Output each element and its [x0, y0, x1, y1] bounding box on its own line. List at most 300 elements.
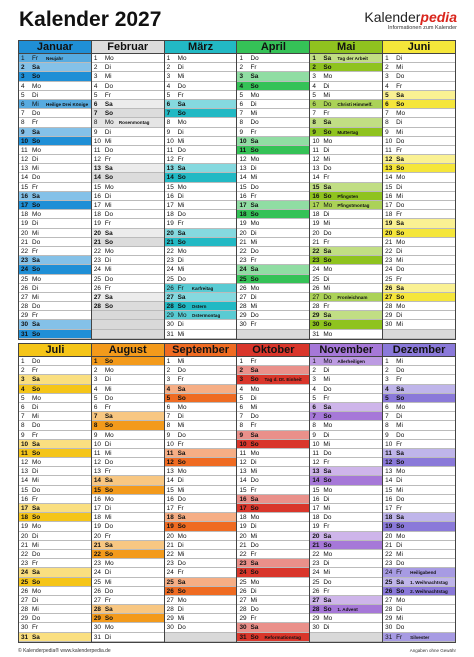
day-row[interactable]: [310, 192, 382, 201]
day-row[interactable]: [237, 440, 309, 449]
day-row[interactable]: [92, 137, 164, 146]
day-row[interactable]: [92, 633, 164, 642]
day-row[interactable]: [165, 440, 237, 449]
day-row[interactable]: [310, 357, 382, 366]
day-row[interactable]: [237, 275, 309, 284]
day-row[interactable]: [92, 596, 164, 605]
day-row[interactable]: [310, 449, 382, 458]
day-row[interactable]: [92, 109, 164, 118]
day-row[interactable]: [19, 284, 91, 293]
month-header[interactable]: Juni: [382, 40, 456, 54]
day-row[interactable]: [310, 54, 382, 63]
day-row[interactable]: [19, 118, 91, 127]
day-row[interactable]: [19, 541, 91, 550]
day-row[interactable]: [165, 82, 237, 91]
day-row[interactable]: [383, 72, 455, 81]
day-row[interactable]: [19, 596, 91, 605]
day-row[interactable]: [92, 357, 164, 366]
day-row[interactable]: [92, 100, 164, 109]
day-row[interactable]: [310, 210, 382, 219]
day-row[interactable]: [310, 559, 382, 568]
day-row[interactable]: [237, 238, 309, 247]
day-row[interactable]: [383, 366, 455, 375]
day-row[interactable]: [92, 578, 164, 587]
day-row[interactable]: [237, 137, 309, 146]
day-row[interactable]: [19, 100, 91, 109]
month-header[interactable]: August: [91, 343, 164, 357]
day-row[interactable]: [165, 137, 237, 146]
day-row[interactable]: [237, 201, 309, 210]
day-row[interactable]: [165, 532, 237, 541]
day-row[interactable]: [237, 155, 309, 164]
day-row[interactable]: [383, 412, 455, 421]
day-row[interactable]: [19, 532, 91, 541]
day-row[interactable]: [310, 109, 382, 118]
day-row[interactable]: [19, 467, 91, 476]
day-row[interactable]: [310, 578, 382, 587]
day-row[interactable]: [19, 320, 91, 329]
day-row[interactable]: [383, 109, 455, 118]
day-row[interactable]: [92, 458, 164, 467]
day-row[interactable]: [92, 504, 164, 513]
day-row[interactable]: [165, 541, 237, 550]
day-row[interactable]: [165, 192, 237, 201]
day-row[interactable]: [19, 137, 91, 146]
day-row[interactable]: [92, 192, 164, 201]
day-row[interactable]: [383, 293, 455, 302]
day-row[interactable]: [19, 623, 91, 632]
day-row[interactable]: [92, 275, 164, 284]
day-row[interactable]: [310, 532, 382, 541]
day-row[interactable]: [92, 238, 164, 247]
day-row[interactable]: [19, 486, 91, 495]
day-row[interactable]: [165, 504, 237, 513]
day-row[interactable]: [19, 522, 91, 531]
day-row[interactable]: [237, 541, 309, 550]
day-row[interactable]: [237, 173, 309, 182]
day-row[interactable]: [165, 63, 237, 72]
day-row[interactable]: [165, 128, 237, 137]
day-row[interactable]: [19, 109, 91, 118]
day-row[interactable]: [237, 596, 309, 605]
day-row[interactable]: [383, 63, 455, 72]
day-row[interactable]: [19, 559, 91, 568]
day-row[interactable]: [92, 146, 164, 155]
day-row[interactable]: [92, 476, 164, 485]
day-row[interactable]: [310, 403, 382, 412]
day-row[interactable]: [92, 587, 164, 596]
day-row[interactable]: [310, 623, 382, 632]
day-row[interactable]: [310, 421, 382, 430]
day-row[interactable]: [19, 476, 91, 485]
day-row[interactable]: [92, 375, 164, 384]
day-row[interactable]: [310, 275, 382, 284]
day-row[interactable]: [383, 201, 455, 210]
day-row[interactable]: [310, 476, 382, 485]
day-row[interactable]: [383, 357, 455, 366]
day-row[interactable]: [237, 192, 309, 201]
month-header[interactable]: Februar: [91, 40, 164, 54]
day-row[interactable]: [165, 201, 237, 210]
day-row[interactable]: [165, 118, 237, 127]
day-row[interactable]: [383, 192, 455, 201]
day-row[interactable]: [310, 320, 382, 329]
day-row[interactable]: [92, 366, 164, 375]
day-row[interactable]: [237, 183, 309, 192]
day-row[interactable]: [310, 118, 382, 127]
day-row[interactable]: [92, 614, 164, 623]
day-row[interactable]: [383, 596, 455, 605]
day-row[interactable]: [19, 82, 91, 91]
day-row[interactable]: [92, 568, 164, 577]
day-row[interactable]: [92, 449, 164, 458]
day-row[interactable]: [383, 578, 455, 587]
day-row[interactable]: [310, 128, 382, 137]
day-row[interactable]: [19, 275, 91, 284]
day-row[interactable]: [383, 146, 455, 155]
day-row[interactable]: [19, 504, 91, 513]
day-row[interactable]: [19, 201, 91, 210]
day-row[interactable]: [19, 54, 91, 63]
day-row[interactable]: [165, 311, 237, 320]
day-row[interactable]: [237, 476, 309, 485]
day-row[interactable]: [237, 320, 309, 329]
day-row[interactable]: [92, 302, 164, 311]
day-row[interactable]: [92, 229, 164, 238]
day-row[interactable]: [310, 440, 382, 449]
day-row[interactable]: [92, 293, 164, 302]
day-row[interactable]: [383, 375, 455, 384]
day-row[interactable]: [19, 256, 91, 265]
day-row[interactable]: [237, 467, 309, 476]
month-header[interactable]: November: [309, 343, 382, 357]
day-row[interactable]: [165, 293, 237, 302]
day-row[interactable]: [165, 183, 237, 192]
day-row[interactable]: [310, 72, 382, 81]
day-row[interactable]: [310, 247, 382, 256]
day-row[interactable]: [310, 412, 382, 421]
day-row[interactable]: [165, 394, 237, 403]
day-row[interactable]: [165, 449, 237, 458]
day-row[interactable]: [237, 431, 309, 440]
day-row[interactable]: [383, 467, 455, 476]
day-row[interactable]: [92, 532, 164, 541]
day-row[interactable]: [19, 128, 91, 137]
day-row[interactable]: [383, 559, 455, 568]
day-row[interactable]: [165, 431, 237, 440]
day-row[interactable]: [383, 238, 455, 247]
day-row[interactable]: [19, 265, 91, 274]
day-row[interactable]: [237, 219, 309, 228]
day-row[interactable]: [237, 109, 309, 118]
day-row[interactable]: [310, 164, 382, 173]
day-row[interactable]: [19, 238, 91, 247]
day-row[interactable]: [383, 633, 455, 642]
day-row[interactable]: [237, 605, 309, 614]
day-row[interactable]: [237, 522, 309, 531]
day-row[interactable]: [19, 614, 91, 623]
day-row[interactable]: [19, 421, 91, 430]
day-row[interactable]: [19, 385, 91, 394]
day-row[interactable]: [19, 330, 91, 339]
day-row[interactable]: [165, 578, 237, 587]
day-row[interactable]: [165, 486, 237, 495]
day-row[interactable]: [92, 265, 164, 274]
day-row[interactable]: [92, 559, 164, 568]
day-row[interactable]: [165, 54, 237, 63]
day-row[interactable]: [19, 164, 91, 173]
day-row[interactable]: [92, 403, 164, 412]
day-row[interactable]: [383, 311, 455, 320]
day-row[interactable]: [310, 311, 382, 320]
day-row[interactable]: [383, 421, 455, 430]
day-row[interactable]: [383, 440, 455, 449]
day-row[interactable]: [237, 578, 309, 587]
day-row[interactable]: [165, 72, 237, 81]
day-row[interactable]: [383, 394, 455, 403]
day-row[interactable]: [92, 164, 164, 173]
day-row[interactable]: [165, 173, 237, 182]
day-row[interactable]: [310, 265, 382, 274]
day-row[interactable]: [165, 229, 237, 238]
day-row[interactable]: [165, 513, 237, 522]
day-row[interactable]: [19, 219, 91, 228]
day-row[interactable]: [165, 559, 237, 568]
day-row[interactable]: [19, 578, 91, 587]
day-row[interactable]: [237, 623, 309, 632]
day-row[interactable]: [19, 513, 91, 522]
day-row[interactable]: [383, 82, 455, 91]
day-row[interactable]: [92, 210, 164, 219]
day-row[interactable]: [310, 486, 382, 495]
day-row[interactable]: [165, 605, 237, 614]
day-row[interactable]: [310, 155, 382, 164]
day-row[interactable]: [237, 210, 309, 219]
day-row[interactable]: [19, 302, 91, 311]
day-row[interactable]: [92, 550, 164, 559]
day-row[interactable]: [310, 431, 382, 440]
day-row[interactable]: [237, 366, 309, 375]
day-row[interactable]: [92, 495, 164, 504]
day-row[interactable]: [165, 568, 237, 577]
day-row[interactable]: [383, 403, 455, 412]
day-row[interactable]: [310, 614, 382, 623]
day-row[interactable]: [310, 587, 382, 596]
day-row[interactable]: [19, 568, 91, 577]
day-row[interactable]: [165, 210, 237, 219]
day-row[interactable]: [383, 284, 455, 293]
day-row[interactable]: [237, 385, 309, 394]
month-header[interactable]: Juli: [18, 343, 91, 357]
day-row[interactable]: [165, 238, 237, 247]
day-row[interactable]: [92, 522, 164, 531]
day-row[interactable]: [92, 385, 164, 394]
day-row[interactable]: [165, 587, 237, 596]
day-row[interactable]: [310, 366, 382, 375]
day-row[interactable]: [383, 128, 455, 137]
day-row[interactable]: [165, 375, 237, 384]
day-row[interactable]: [92, 486, 164, 495]
day-row[interactable]: [19, 366, 91, 375]
day-row[interactable]: [310, 201, 382, 210]
day-row[interactable]: [165, 146, 237, 155]
month-header[interactable]: September: [164, 343, 237, 357]
day-row[interactable]: [310, 238, 382, 247]
day-row[interactable]: [383, 476, 455, 485]
day-row[interactable]: [19, 192, 91, 201]
day-row[interactable]: [383, 54, 455, 63]
day-row[interactable]: [310, 219, 382, 228]
day-row[interactable]: [310, 256, 382, 265]
day-row[interactable]: [92, 421, 164, 430]
day-row[interactable]: [310, 63, 382, 72]
day-row[interactable]: [310, 550, 382, 559]
day-row[interactable]: [310, 394, 382, 403]
day-row[interactable]: [383, 541, 455, 550]
day-row[interactable]: [383, 91, 455, 100]
day-row[interactable]: [383, 623, 455, 632]
day-row[interactable]: [19, 72, 91, 81]
day-row[interactable]: [237, 513, 309, 522]
day-row[interactable]: [310, 458, 382, 467]
day-row[interactable]: [383, 431, 455, 440]
day-row[interactable]: [165, 109, 237, 118]
day-row[interactable]: [165, 412, 237, 421]
day-row[interactable]: [92, 118, 164, 127]
day-row[interactable]: [237, 265, 309, 274]
day-row[interactable]: [383, 532, 455, 541]
day-row[interactable]: [310, 91, 382, 100]
day-row[interactable]: [237, 72, 309, 81]
day-row[interactable]: [310, 513, 382, 522]
day-row[interactable]: [165, 302, 237, 311]
day-row[interactable]: [237, 587, 309, 596]
day-row[interactable]: [19, 605, 91, 614]
day-row[interactable]: [310, 302, 382, 311]
day-row[interactable]: [383, 614, 455, 623]
day-row[interactable]: [165, 614, 237, 623]
day-row[interactable]: [237, 284, 309, 293]
day-row[interactable]: [310, 522, 382, 531]
day-row[interactable]: [237, 293, 309, 302]
day-row[interactable]: [237, 118, 309, 127]
day-row[interactable]: [165, 476, 237, 485]
day-row[interactable]: [237, 247, 309, 256]
day-row[interactable]: [92, 467, 164, 476]
day-row[interactable]: [165, 284, 237, 293]
day-row[interactable]: [383, 229, 455, 238]
day-row[interactable]: [383, 247, 455, 256]
day-row[interactable]: [310, 146, 382, 155]
day-row[interactable]: [383, 385, 455, 394]
day-row[interactable]: [237, 504, 309, 513]
day-row[interactable]: [383, 513, 455, 522]
day-row[interactable]: [19, 403, 91, 412]
day-row[interactable]: [92, 513, 164, 522]
day-row[interactable]: [237, 311, 309, 320]
month-header[interactable]: Mai: [309, 40, 382, 54]
day-row[interactable]: [19, 412, 91, 421]
day-row[interactable]: [92, 623, 164, 632]
day-row[interactable]: [310, 541, 382, 550]
day-row[interactable]: [237, 63, 309, 72]
day-row[interactable]: [237, 550, 309, 559]
day-row[interactable]: [19, 587, 91, 596]
day-row[interactable]: [310, 137, 382, 146]
day-row[interactable]: [310, 100, 382, 109]
day-row[interactable]: [19, 155, 91, 164]
day-row[interactable]: [310, 495, 382, 504]
day-row[interactable]: [165, 458, 237, 467]
day-row[interactable]: [19, 247, 91, 256]
day-row[interactable]: [383, 495, 455, 504]
day-row[interactable]: [383, 550, 455, 559]
day-row[interactable]: [310, 82, 382, 91]
day-row[interactable]: [383, 219, 455, 228]
day-row[interactable]: [19, 633, 91, 642]
day-row[interactable]: [165, 357, 237, 366]
day-row[interactable]: [383, 183, 455, 192]
day-row[interactable]: [19, 311, 91, 320]
day-row[interactable]: [19, 449, 91, 458]
day-row[interactable]: [165, 596, 237, 605]
day-row[interactable]: [165, 219, 237, 228]
day-row[interactable]: [237, 486, 309, 495]
day-row[interactable]: [92, 72, 164, 81]
day-row[interactable]: [237, 54, 309, 63]
day-row[interactable]: [92, 155, 164, 164]
day-row[interactable]: [310, 183, 382, 192]
day-row[interactable]: [165, 550, 237, 559]
day-row[interactable]: [383, 458, 455, 467]
day-row[interactable]: [92, 247, 164, 256]
day-row[interactable]: [19, 146, 91, 155]
day-row[interactable]: [237, 421, 309, 430]
day-row[interactable]: [383, 256, 455, 265]
day-row[interactable]: [92, 173, 164, 182]
day-row[interactable]: [19, 63, 91, 72]
day-row[interactable]: [383, 605, 455, 614]
day-row[interactable]: [383, 486, 455, 495]
day-row[interactable]: [92, 91, 164, 100]
day-row[interactable]: [383, 320, 455, 329]
day-row[interactable]: [92, 128, 164, 137]
day-row[interactable]: [237, 449, 309, 458]
day-row[interactable]: [310, 605, 382, 614]
day-row[interactable]: [310, 375, 382, 384]
day-row[interactable]: [383, 449, 455, 458]
day-row[interactable]: [237, 458, 309, 467]
day-row[interactable]: [383, 118, 455, 127]
day-row[interactable]: [165, 421, 237, 430]
day-row[interactable]: [383, 210, 455, 219]
day-row[interactable]: [383, 137, 455, 146]
day-row[interactable]: [237, 164, 309, 173]
day-row[interactable]: [19, 550, 91, 559]
day-row[interactable]: [237, 403, 309, 412]
day-row[interactable]: [19, 431, 91, 440]
day-row[interactable]: [237, 633, 309, 642]
day-row[interactable]: [165, 403, 237, 412]
day-row[interactable]: [383, 568, 455, 577]
day-row[interactable]: [383, 302, 455, 311]
day-row[interactable]: [19, 183, 91, 192]
day-row[interactable]: [165, 467, 237, 476]
day-row[interactable]: [165, 623, 237, 632]
day-row[interactable]: [383, 265, 455, 274]
day-row[interactable]: [165, 366, 237, 375]
day-row[interactable]: [165, 164, 237, 173]
